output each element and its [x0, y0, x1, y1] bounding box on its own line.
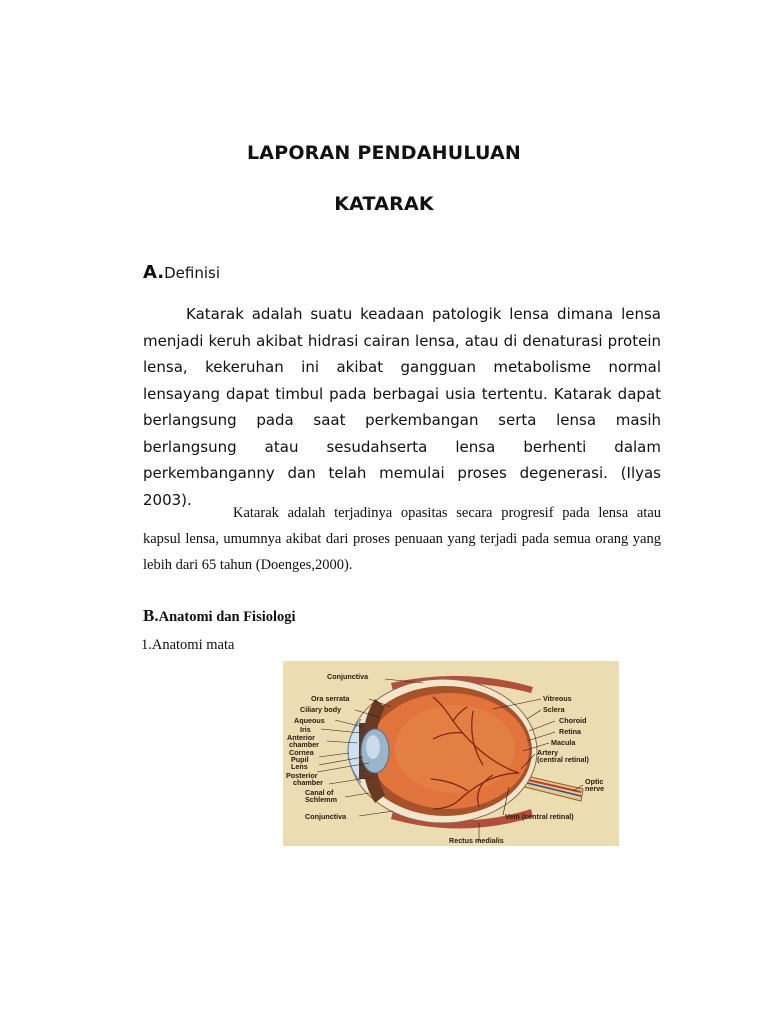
definition-paragraph-2: Katarak adalah terjadinya opasitas secara progresif pada lensa atau kapsul lensa, umumnya akibat dari proses penuaan yang terjadi pada semua orang yang lebih dari 65 tahun (Doenges,2000).: [143, 505, 661, 573]
eye-anatomy-figure: [283, 661, 619, 846]
definition-paragraph-1: Katarak adalah suatu keadaan patologik lensa dimana lensa menjadi keruh akibat hidrasi cairan lensa, atau di denaturasi protein lensa, kekeruhan ini akibat gangguan metabolisme normal lensayang dapat timbul pada berbagai usia tertentu. Katarak dapat berlangsung pada saat perkembangan serta lensa masih berlangsung atau sesudahserta lensa berhenti dalam perkembanganny dan telah memulai proses degenerasi. (Ilyas 2003).: [143, 305, 661, 509]
label-conjunctiva-bottom: Conjunctiva: [305, 812, 347, 821]
label-optic: Optic: [585, 777, 604, 786]
label-artery-central: (central retinal): [537, 755, 589, 764]
document-title: LAPORAN PENDAHULUAN: [246, 142, 522, 164]
section-title: Definisi: [164, 264, 220, 282]
label-sclera: Sclera: [543, 705, 565, 714]
section-letter: B.: [143, 606, 159, 625]
label-rectus-medialis: Rectus medialis: [449, 836, 504, 845]
label-macula: Macula: [551, 738, 576, 747]
label-schlemm: Schlemm: [305, 795, 337, 804]
label-vein: Vein (central retinal): [505, 812, 574, 821]
section-heading-anatomi: [143, 606, 296, 626]
label-pupil: Pupil: [291, 755, 309, 764]
section-title: Anatomi dan Fisiologi: [158, 609, 296, 625]
section-letter: A.: [143, 262, 165, 283]
label-ora-serrata: Ora serrata: [311, 694, 350, 703]
label-ciliary-body: Ciliary body: [300, 705, 342, 714]
document-subtitle: KATARAK: [334, 193, 434, 215]
label-conjunctiva-top: Conjunctiva: [327, 672, 369, 681]
label-vitreous: Vitreous: [543, 694, 572, 703]
label-retina: Retina: [559, 727, 581, 736]
label-choroid: Choroid: [559, 716, 587, 725]
label-iris: Iris: [300, 725, 311, 734]
label-anterior-chamber: chamber: [289, 740, 319, 749]
eye-anatomy-illustration: [283, 661, 619, 846]
section-heading-definisi: [143, 262, 220, 283]
label-lens: Lens: [291, 762, 308, 771]
label-posterior-chamber: chamber: [293, 778, 323, 787]
label-aqueous: Aqueous: [294, 716, 325, 725]
label-canal: Canal of: [305, 788, 334, 797]
label-optic-nerve: nerve: [585, 784, 605, 793]
label-cornea: Cornea: [289, 748, 314, 757]
subsection-anatomi-mata: 1.Anatomi mata: [141, 637, 235, 653]
label-posterior: Posterior: [286, 771, 318, 780]
label-artery: Artery: [537, 748, 559, 757]
label-anterior: Anterior: [287, 733, 315, 742]
